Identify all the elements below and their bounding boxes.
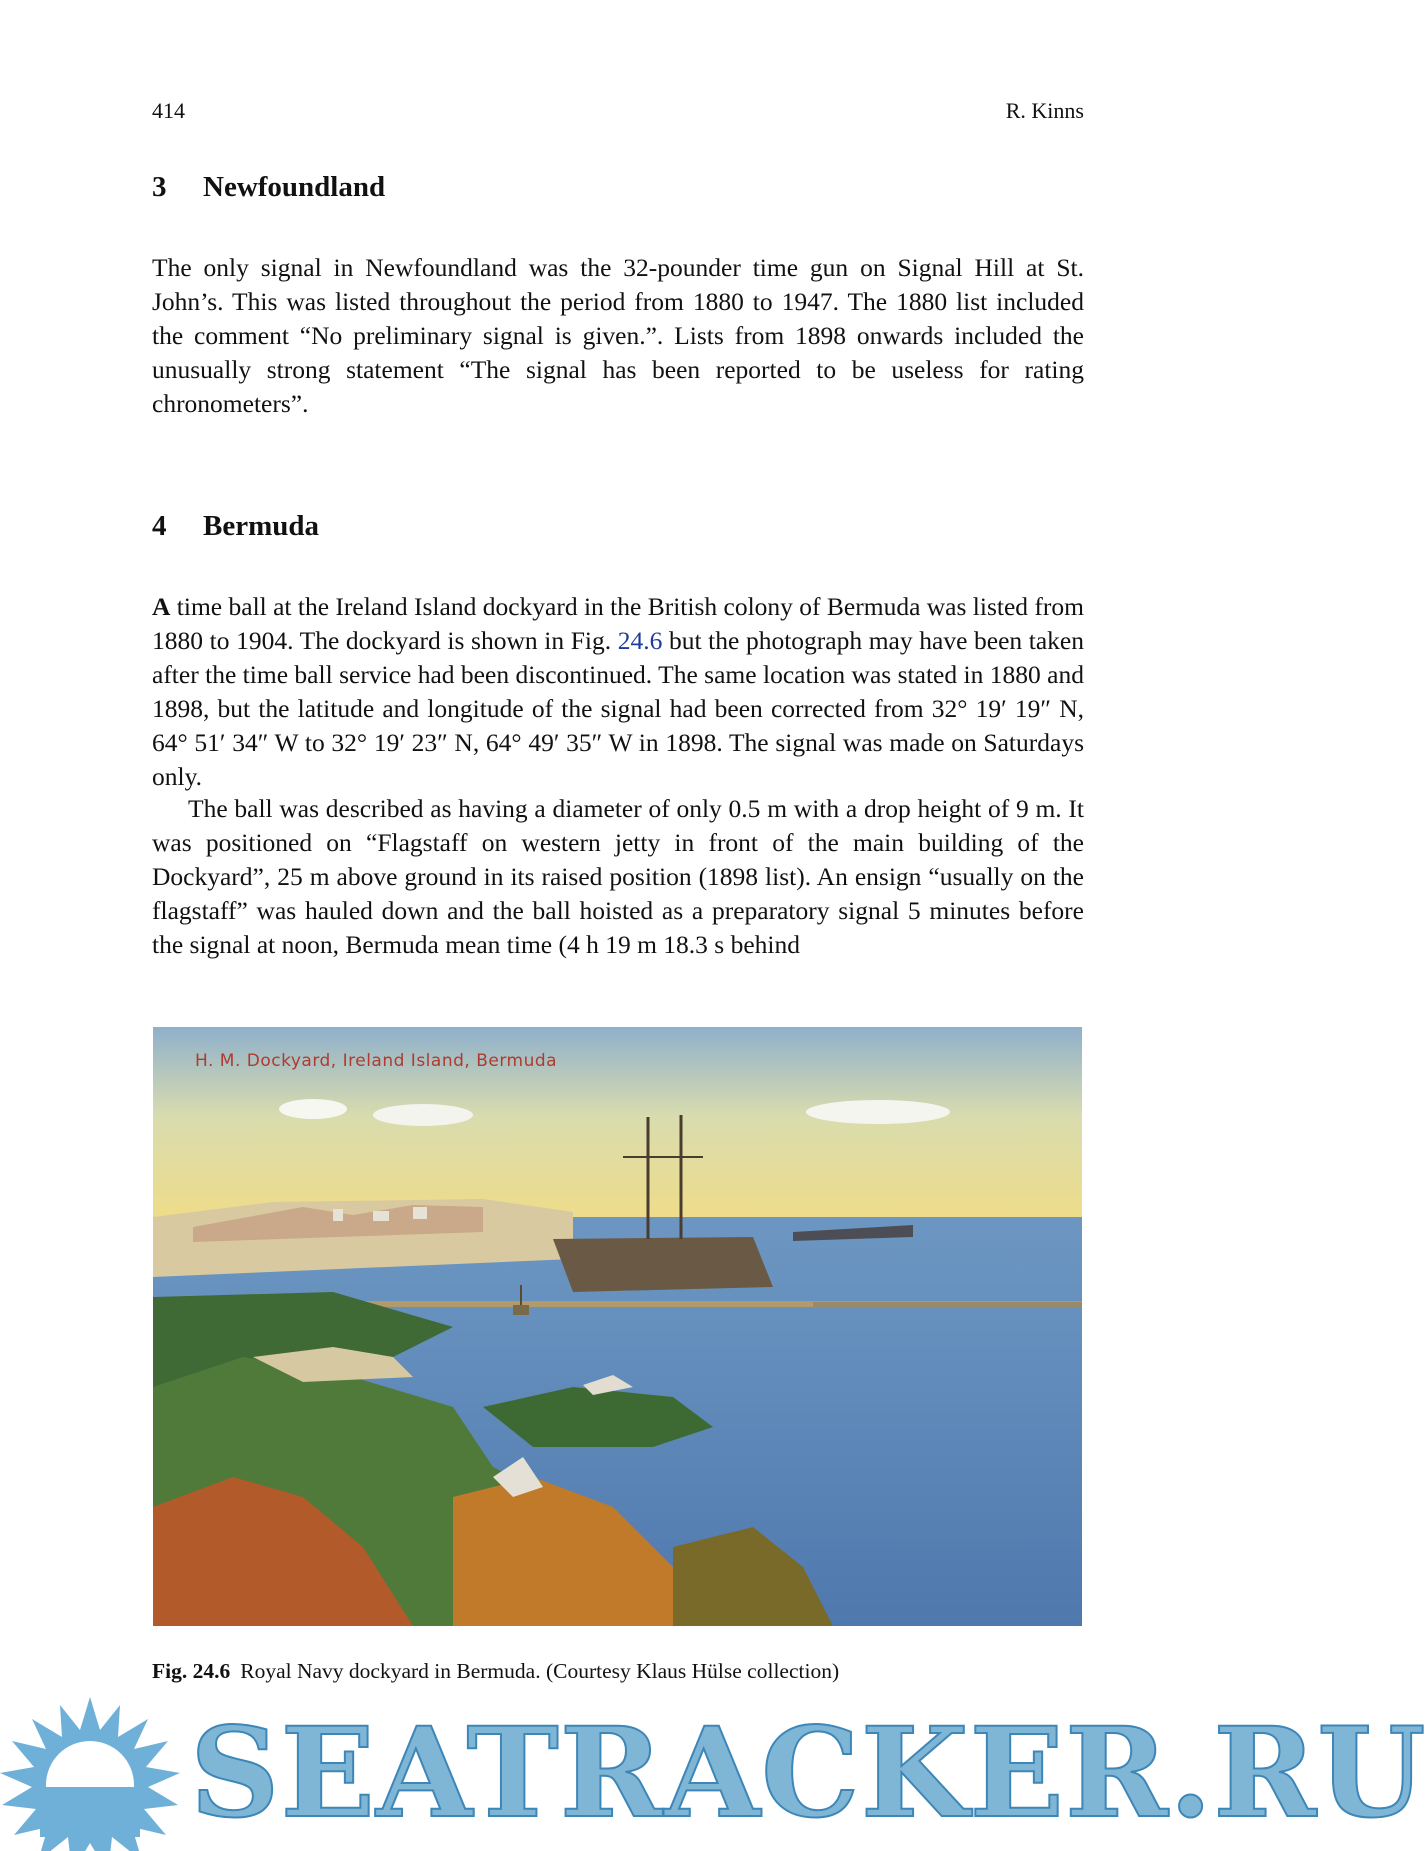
figure-caption-text: Royal Navy dockyard in Bermuda. (Courtesy Klaus Hülse collection)	[240, 1659, 840, 1683]
paragraph-newfoundland: The only signal in Newfoundland was the 32-pounder time gun on Signal Hill at St. John’s. This was listed throughout the period from 1880 to 1947. The 1880 list included the comment “No preliminary signal is given.”. Lists from 1898 onwards included the unusually strong statement “The signal has been reported to be useless for rating chronometers”.	[152, 253, 1084, 418]
figure-reference-link[interactable]: 24.6	[617, 626, 663, 655]
paragraph-text: time ball at the Ireland Island dockyard in the British colony of Bermuda was listed from 1880 to 1904. The dockyard is shown in Fig.	[152, 592, 1084, 655]
figure-caption-label: Fig. 24.6	[152, 1659, 231, 1683]
dockyard-illustration	[153, 1027, 1082, 1626]
section-heading-newfoundland	[152, 170, 1084, 204]
paragraph-text: but the photograph may have been taken after the time ball service had been discontinued. The same location was stated in 1880 and 1898, but the latitude and longitude of the signal had been corrected from 32° 19′ 19″ N, 64° 51′ 34″ W to 32° 19′ 23″ N, 64° 49′ 35″ W in 1898. The signal was made on Saturdays only.	[152, 626, 1084, 791]
section-number: 3	[152, 171, 167, 203]
page-number: 414	[152, 98, 185, 123]
postcard-title: H. M. Dockyard, Ireland Island, Bermuda	[195, 1051, 558, 1071]
paragraph-bermuda-2: The ball was described as having a diameter of only 0.5 m with a drop height of 9 m. It was positioned on “Flagstaff on western jetty in front of the main building of the Dockyard”, 25 m above ground in its raised position (1898 list). An ensign “usually on the flagstaff” was hauled down and the ball hoisted as a preparatory signal 5 minutes before the signal at noon, Bermuda mean time (4 h 19 m 18.3 s behind	[152, 794, 1084, 959]
running-author: R. Kinns	[1005, 98, 1084, 123]
paragraph-bermuda-1	[152, 590, 1084, 794]
section-heading-bermuda	[152, 509, 1084, 543]
section-number: 4	[152, 510, 167, 542]
figure-caption	[152, 1657, 1084, 1685]
section-title: Bermuda	[203, 510, 319, 542]
section-title: Newfoundland	[203, 171, 386, 203]
paragraph-lead-letter: A	[152, 592, 171, 621]
watermark-text: SEATRACKER.RU	[190, 1701, 1426, 1846]
figure-dockyard-photo	[153, 1027, 1082, 1626]
running-head	[152, 98, 1084, 124]
